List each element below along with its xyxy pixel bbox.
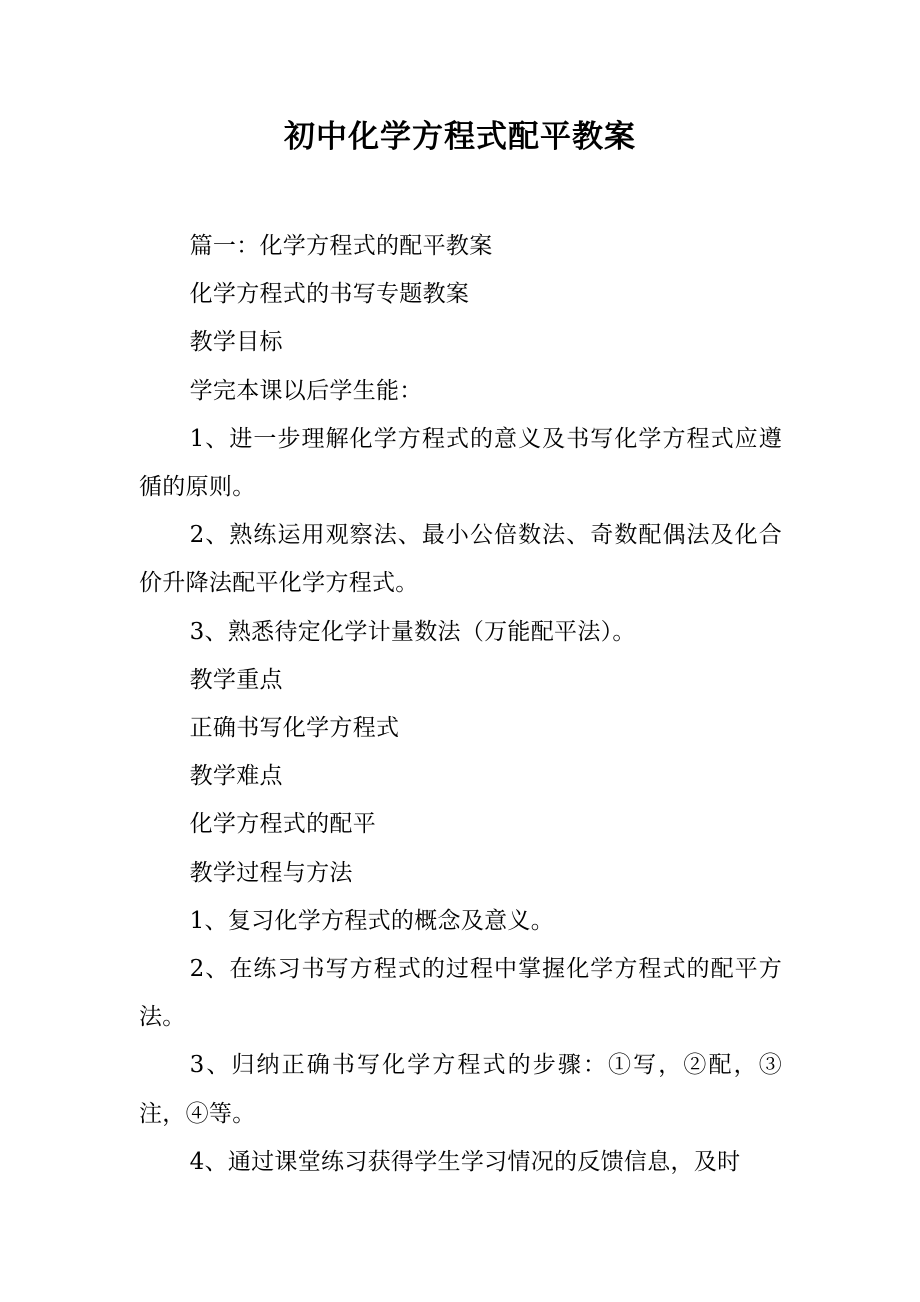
paragraph-goals-intro: 学完本课以后学生能： [189, 377, 423, 404]
paragraph-process-3: 3、归纳正确书写化学方程式的步骤：①写，②配，③注，④等。 [139, 1052, 782, 1127]
paragraph-goal-1: 1、进一步理解化学方程式的意义及书写化学方程式应遵循的原则。 [139, 425, 782, 501]
paragraph-key-points-heading: 教学重点 [189, 666, 283, 693]
paragraph-teaching-goals-heading: 教学目标 [189, 329, 283, 356]
paragraph-goal-2: 2、熟练运用观察法、最小公倍数法、奇数配偶法及化合价升降法配平化学方程式。 [139, 522, 782, 597]
paragraph-process-2: 2、在练习书写方程式的过程中掌握化学方程式的配平方法。 [139, 956, 782, 1031]
paragraph-process-1: 1、复习化学方程式的概念及意义。 [189, 907, 555, 934]
document-title: 初中化学方程式配平教案 [284, 119, 636, 155]
paragraph-process-4: 4、通过课堂练习获得学生学习情况的反馈信息，及时 [189, 1148, 741, 1175]
paragraph-lesson-title: 化学方程式的书写专题教案 [189, 281, 470, 308]
paragraph-process-heading: 教学过程与方法 [189, 859, 353, 886]
paragraph-key-points: 正确书写化学方程式 [189, 715, 400, 742]
paragraph-goal-3: 3、熟悉待定化学计量数法（万能配平法）。 [189, 618, 636, 645]
paragraph-difficulty: 化学方程式的配平 [189, 811, 376, 838]
paragraph-section-heading: 篇一：化学方程式的配平教案 [189, 233, 493, 259]
document-body [139, 222, 782, 1186]
paragraph-difficulty-heading: 教学难点 [189, 763, 283, 790]
